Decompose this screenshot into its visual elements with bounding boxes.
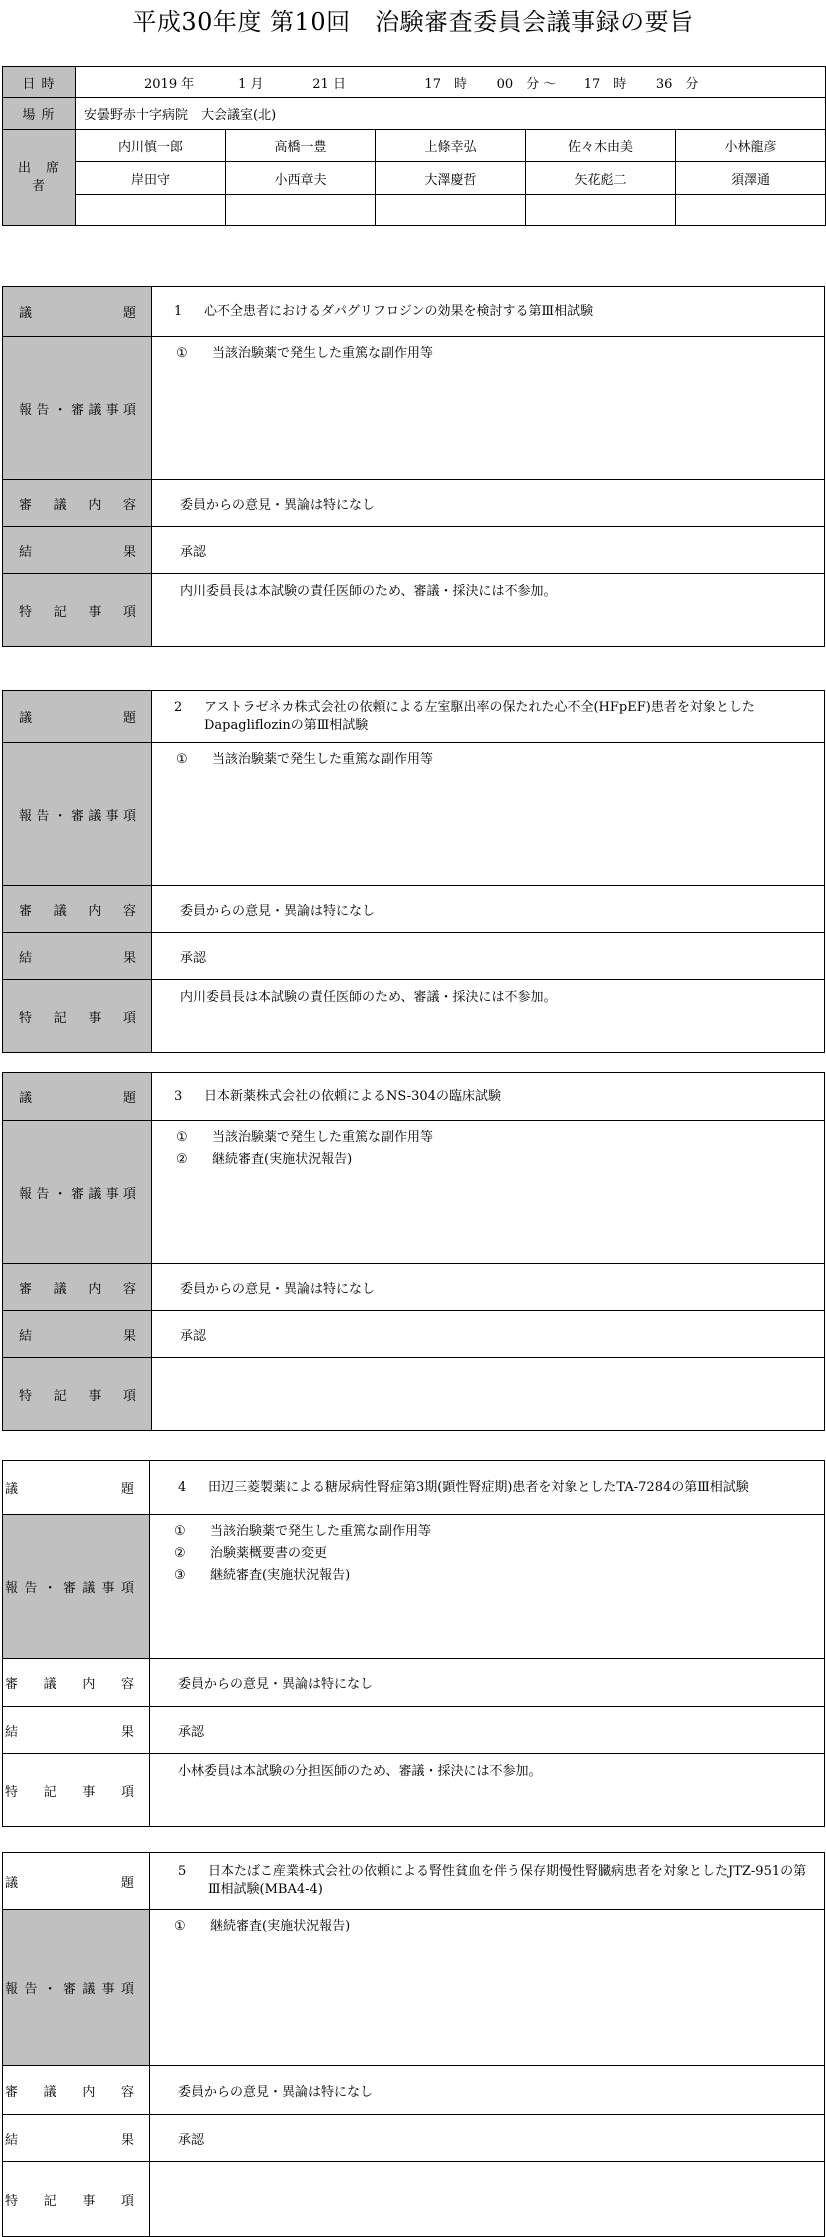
result-label: 結 果 xyxy=(3,527,152,574)
review-content: 委員からの意見・異論は特になし xyxy=(152,886,825,933)
item-marker: ① xyxy=(176,752,188,767)
item-marker: ② xyxy=(176,1152,188,1167)
date-label: 日 時 xyxy=(3,67,76,98)
date-year: 2019 年 xyxy=(144,76,195,92)
agenda-section-5 xyxy=(2,1852,825,2237)
report-item xyxy=(160,343,816,365)
agenda-title-text: 日本新薬株式会社の依頼によるNS-304の臨床試験 xyxy=(204,1088,501,1104)
report-items xyxy=(152,743,825,886)
review-result: 承認 xyxy=(152,1311,825,1358)
agenda-title xyxy=(150,1853,825,1910)
attendee-empty xyxy=(526,195,676,226)
content-label: 審 議 内 容 xyxy=(3,2066,150,2115)
item-marker: ① xyxy=(174,1524,186,1539)
attendees-label-text: 出 席 者 xyxy=(17,160,60,194)
date-day: 21 日 xyxy=(312,76,346,92)
attendee: 佐々木由美 xyxy=(526,130,676,162)
special-notes xyxy=(150,2162,825,2237)
report-label: 報告・審議事項 xyxy=(3,1121,152,1264)
agenda-title xyxy=(150,1461,825,1515)
agenda-section-3 xyxy=(2,1072,825,1431)
agenda-title xyxy=(152,1073,825,1121)
report-item xyxy=(160,1149,816,1171)
date-month: 1 月 xyxy=(238,76,264,92)
report-item xyxy=(160,749,816,771)
agenda-number: 1 xyxy=(174,303,183,319)
item-text: 継続審査(実施状況報告) xyxy=(212,1152,353,1167)
subject-label: 議 題 xyxy=(3,1073,152,1121)
end-minute: 36 分 xyxy=(655,76,699,92)
report-label: 報告・審議事項 xyxy=(3,1910,150,2066)
attendee-empty xyxy=(76,195,226,226)
review-content: 委員からの意見・異論は特になし xyxy=(150,2066,825,2115)
agenda-number: 5 xyxy=(178,1864,187,1879)
document-title: 平成30年度 第10回 治験審査委員会議事録の要旨 xyxy=(132,8,694,36)
result-label: 結 果 xyxy=(3,1707,150,1754)
review-result: 承認 xyxy=(152,933,825,980)
attendee: 上條幸弘 xyxy=(376,130,526,162)
report-item xyxy=(158,1916,816,1938)
attendee: 大澤慶哲 xyxy=(376,162,526,195)
item-text: 当該治験薬で発生した重篤な副作用等 xyxy=(210,1524,432,1539)
result-label: 結 果 xyxy=(3,1311,152,1358)
notes-label: 特 記 事 項 xyxy=(3,1754,150,1827)
special-notes xyxy=(152,1358,825,1431)
attendees-label xyxy=(3,130,76,226)
result-label: 結 果 xyxy=(3,2115,150,2162)
content-label: 審 議 内 容 xyxy=(3,480,152,527)
report-item xyxy=(158,1543,816,1565)
item-text: 治験薬概要書の変更 xyxy=(210,1546,328,1561)
start-minute: 00 分 ～ xyxy=(496,76,557,92)
attendee: 内川慎一郎 xyxy=(76,130,226,162)
agenda-title-text: アストラゼネカ株式会社の依頼による左室駆出率の保たれた心不全(HFpEF)患者を対象とした Dapagliflozinの第Ⅲ相試験 xyxy=(204,699,755,733)
meeting-date xyxy=(76,67,826,98)
report-items xyxy=(150,1910,825,2066)
agenda-title xyxy=(152,691,825,743)
attendee: 小西章夫 xyxy=(226,162,376,195)
special-notes: 内川委員長は本試験の責任医師のため、審議・採決には不参加。 xyxy=(152,574,825,647)
item-marker: ② xyxy=(174,1546,186,1561)
meeting-place: 安曇野赤十字病院 大会議室(北) xyxy=(76,98,826,130)
item-text: 当該治験薬で発生した重篤な副作用等 xyxy=(212,346,434,361)
review-result: 承認 xyxy=(150,1707,825,1754)
agenda-section-4 xyxy=(2,1460,825,1827)
notes-label: 特 記 事 項 xyxy=(3,980,152,1053)
report-item xyxy=(160,1127,816,1149)
attendee-empty xyxy=(376,195,526,226)
agenda-number: 3 xyxy=(174,1088,183,1104)
item-marker: ① xyxy=(176,1130,188,1145)
review-result: 承認 xyxy=(152,527,825,574)
report-label: 報告・審議事項 xyxy=(3,1515,150,1659)
agenda-title xyxy=(152,287,825,337)
agenda-title-text: 心不全患者におけるダパグリフロジンの効果を検討する第Ⅲ相試験 xyxy=(204,303,594,319)
subject-label: 議 題 xyxy=(3,1853,150,1910)
item-text: 継続審査(実施状況報告) xyxy=(210,1568,351,1583)
notes-label: 特 記 事 項 xyxy=(3,1358,152,1431)
item-marker: ③ xyxy=(174,1568,186,1583)
content-label: 審 議 内 容 xyxy=(3,1264,152,1311)
start-hour: 17 時 xyxy=(424,76,467,92)
report-item xyxy=(158,1521,816,1543)
agenda-title-text: 日本たばこ産業株式会社の依頼による腎性貧血を伴う保存期慢性腎臓病患者を対象としたJTZ-951の第Ⅲ相試験(MBA4-4) xyxy=(208,1864,807,1897)
content-label: 審 議 内 容 xyxy=(3,1659,150,1707)
report-item xyxy=(158,1565,816,1587)
attendee: 高橋一豊 xyxy=(226,130,376,162)
item-text: 継続審査(実施状況報告) xyxy=(210,1919,351,1934)
attendee: 岸田守 xyxy=(76,162,226,195)
attendee: 小林龍彦 xyxy=(676,130,826,162)
report-label: 報告・審議事項 xyxy=(3,743,152,886)
item-marker: ① xyxy=(174,1919,186,1934)
report-items xyxy=(152,337,825,480)
report-items xyxy=(152,1121,825,1264)
content-label: 審 議 内 容 xyxy=(3,886,152,933)
item-text: 当該治験薬で発生した重篤な副作用等 xyxy=(212,1130,434,1145)
notes-label: 特 記 事 項 xyxy=(3,574,152,647)
meeting-info-table xyxy=(2,66,826,226)
agenda-section-2 xyxy=(2,690,825,1053)
agenda-section-1 xyxy=(2,286,825,647)
report-items xyxy=(150,1515,825,1659)
result-label: 結 果 xyxy=(3,933,152,980)
end-hour: 17 時 xyxy=(583,76,627,92)
item-text: 当該治験薬で発生した重篤な副作用等 xyxy=(212,752,434,767)
subject-label: 議 題 xyxy=(3,1461,150,1515)
agenda-number: 2 xyxy=(174,699,183,715)
agenda-number: 4 xyxy=(178,1479,187,1495)
agenda-title-text: 田辺三菱製薬による糖尿病性腎症第3期(顕性腎症期)患者を対象としたTA-7284の第Ⅲ相試験 xyxy=(208,1479,749,1495)
place-label: 場 所 xyxy=(3,98,76,130)
review-content: 委員からの意見・異論は特になし xyxy=(152,1264,825,1311)
subject-label: 議 題 xyxy=(3,287,152,337)
attendee-empty xyxy=(226,195,376,226)
special-notes: 内川委員長は本試験の責任医師のため、審議・採決には不参加。 xyxy=(152,980,825,1053)
review-result: 承認 xyxy=(150,2115,825,2162)
attendee: 矢花彪二 xyxy=(526,162,676,195)
review-content: 委員からの意見・異論は特になし xyxy=(152,480,825,527)
report-label: 報告・審議事項 xyxy=(3,337,152,480)
notes-label: 特 記 事 項 xyxy=(3,2162,150,2237)
review-content: 委員からの意見・異論は特になし xyxy=(150,1659,825,1707)
subject-label: 議 題 xyxy=(3,691,152,743)
item-marker: ① xyxy=(176,346,188,361)
attendee-empty xyxy=(676,195,826,226)
attendee: 須澤通 xyxy=(676,162,826,195)
special-notes: 小林委員は本試験の分担医師のため、審議・採決には不参加。 xyxy=(150,1754,825,1827)
